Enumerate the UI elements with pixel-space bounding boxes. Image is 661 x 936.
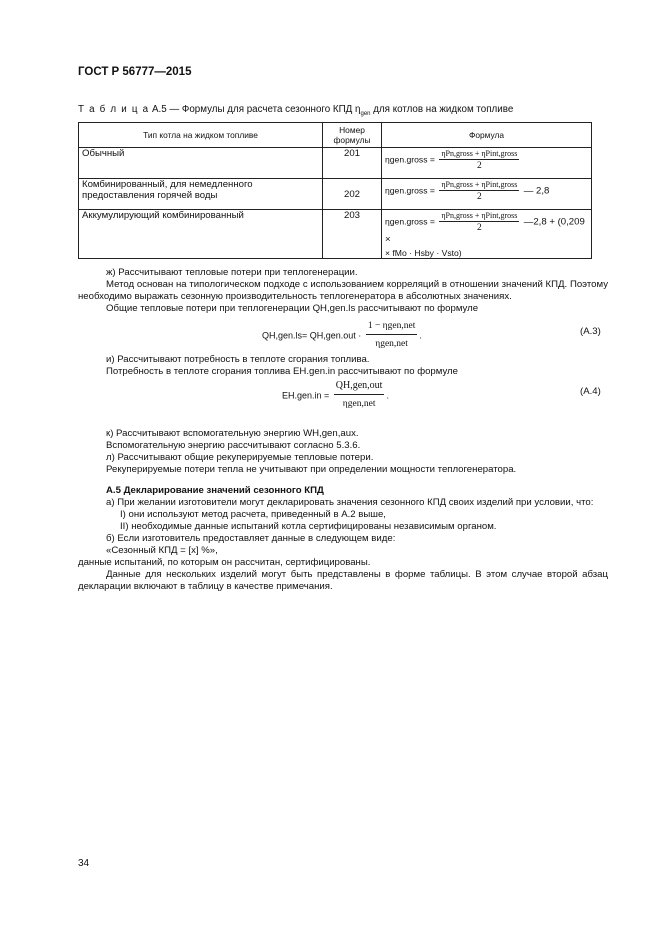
eq-denominator: ηgen,net [342,399,376,409]
paragraph: II) необходимые данные испытаний котла сертифицированы независимым органом. [120,521,497,532]
row-number: 201 [323,148,382,179]
formula-denominator: 2 [476,161,482,171]
table-caption-text: А.5 — Формулы для расчета сезонного КПД η [149,104,361,115]
page-number: 34 [78,858,90,869]
eq-lhs: EH.gen.in = [282,390,330,401]
row-formula [382,210,592,259]
formula-lhs: ηgen.gross = [385,154,435,165]
formula-tail: —2,8 + (0,209 × [385,216,585,245]
eq-lhs: QH,gen.ls= QH,gen.out · [262,330,362,341]
table-row [79,210,592,259]
formula-numerator: ηPn,gross + ηPint,gross [441,211,518,220]
paragraph: Потребность в теплоте сгорания топлива EH.gen.in рассчитывают по формуле [106,366,458,377]
paragraph: Метод основан на типологическом подходе с использованием корреляций в отношении значений КПД. Поэтому необходимо выражать сезонную производительность теплогенератора в абсолютных значениях. [78,279,608,302]
table-row [79,148,592,179]
equation-number: (А.3) [580,326,601,337]
paragraph: Данные для нескольких изделий могут быть представлены в форме таблицы. В этом случае второй абзац декларации включают в таблицу в качестве примечания. [78,569,608,592]
equation-number: (А.4) [580,386,601,397]
paragraph: I) они используют метод расчета, приведенный в А.2 выше, [120,509,386,520]
formula-lhs: ηgen.gross = [385,216,435,227]
table-caption [78,104,513,117]
row-number: 203 [323,210,382,259]
formula-fraction [439,179,519,203]
paragraph: Вспомогательную энергию рассчитывают согласно 5.3.6. [106,440,361,451]
formula-numerator: ηPn,gross + ηPint,gross [441,180,518,189]
formula-fraction [439,148,519,172]
row-formula [382,148,592,179]
formula-denominator: 2 [476,223,482,233]
paragraph: и) Рассчитывают потребность в теплоте сгорания топлива. [106,354,370,365]
header-formula: Формула [382,123,592,148]
eq-denominator: ηgen,net [375,339,408,349]
table-row [79,179,592,210]
equation-a4: EH.gen.in = QH,gen,out ηgen,net . [282,378,389,413]
paragraph: ж) Рассчитывают тепловые потери при теплогенерации. [106,267,358,278]
row-type: Аккумулирующий комбинированный [79,210,323,259]
paragraph: «Сезонный КПД = [x] %», [106,545,218,556]
eq-numerator: QH,gen,out [334,378,385,395]
eq-numerator: 1 − ηgen,net [366,318,418,335]
paragraph: Рекуперируемые потери тепла не учитывают при определении мощности теплогенератора. [106,464,517,475]
table-caption-sub: gen [360,110,371,117]
formula-denominator: 2 [476,192,482,202]
formula-tail: — 2,8 [523,185,550,197]
paragraph: Общие тепловые потери при теплогенерации QH,gen.ls рассчитывают по формуле [106,303,479,314]
header-formula-number: Номер формулы [323,123,382,148]
equation-a3: QH,gen.ls= QH,gen.out · 1 − ηgen,net ηgen,net . [262,318,422,353]
eq-fraction [334,378,385,413]
row-type: Комбинированный, для немедленного предоставления горячей воды [79,179,323,210]
row-number: 202 [323,179,382,210]
row-formula [382,179,592,210]
paragraph: данные испытаний, по которым он рассчитан, сертифицированы. [78,557,371,568]
formula-numerator: ηPn,gross + ηPint,gross [441,149,518,158]
paragraph: б) Если изготовитель предоставляет данные в следующем виде: [106,533,396,544]
formula-fraction [439,210,519,234]
eq-fraction [366,318,418,353]
table-caption-tail: для котлов на жидком топливе [370,104,514,115]
section-heading: А.5 Декларирование значений сезонного КПД [106,485,324,496]
row-type: Обычный [79,148,323,179]
table-caption-prefix: Т а б л и ц а [78,104,150,115]
paragraph: л) Рассчитывают общие рекуперируемые тепловые потери. [106,452,374,463]
formula-table [78,122,592,259]
document-header: ГОСТ Р 56777—2015 [78,66,192,78]
table-header-row [79,123,592,148]
paragraph: а) При желании изготовители могут декларировать значения сезонного КПД своих изделий при условии, что: [106,497,594,508]
paragraph: к) Рассчитывают вспомогательную энергию WH,gen,aux. [106,428,359,439]
header-boiler-type: Тип котла на жидком топливе [79,123,323,148]
formula-lhs: ηgen.gross = [385,185,435,196]
formula-line2: × fMo · Hsby · Vsto) [385,248,462,258]
